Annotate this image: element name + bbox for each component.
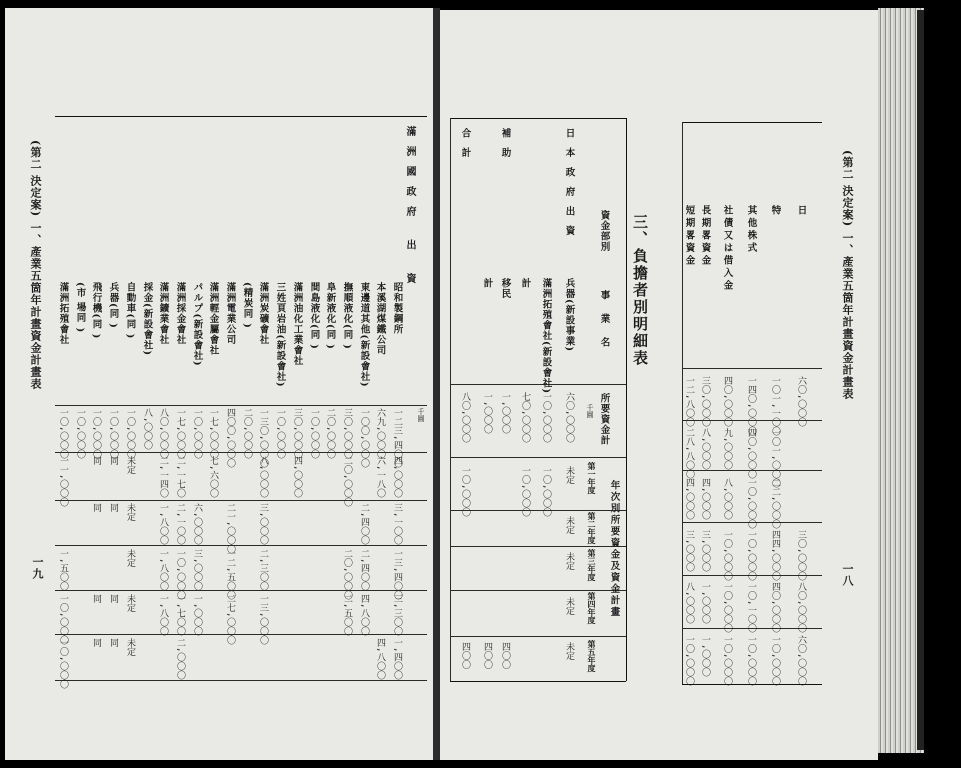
left-cell-total: 一〇〇,〇〇〇 xyxy=(359,408,369,468)
left-cell-year4: 四,八〇〇 xyxy=(359,594,369,636)
funding-cell-col_y2: 二二,〇〇〇 xyxy=(770,478,780,529)
funding-cell-col_y5: 一,〇〇〇 xyxy=(700,635,710,677)
left-cell-total: 八,〇〇〇 xyxy=(142,408,152,450)
funding-cell-col_y1: 一〇一,〇〇〇 xyxy=(770,428,780,488)
left-cell-year5: 一〇,〇〇〇 xyxy=(58,638,68,689)
left-entity: 東邊道其他(新設會社) xyxy=(358,282,370,388)
left-entity: (市 場同 ) xyxy=(74,282,86,334)
left-cell-total: 一七,〇〇〇 xyxy=(208,408,218,459)
col-project: 事業名 xyxy=(598,290,610,361)
left-cell-year1: 二,一四〇 xyxy=(158,456,168,498)
funding-header: 長期畧資金 xyxy=(699,205,711,268)
funding-cell-col_y1: 八,〇〇〇 xyxy=(700,428,710,470)
funding-table-top-rule xyxy=(682,122,822,123)
funding-cell-col_total: 一〇一,一〇〇 xyxy=(770,376,780,436)
left-rule-col5 xyxy=(55,590,427,591)
left-cell-total: 二〇,〇〇〇 xyxy=(325,408,335,459)
funding-cell-col_y1: 九,〇〇〇 xyxy=(722,428,732,470)
section-title: 三、負擔者別明細表 xyxy=(631,214,649,367)
funding-cell-col_y4: 一〇,一〇〇 xyxy=(746,582,756,633)
left-cell-total: 二〇,〇〇〇 xyxy=(242,408,252,459)
col-category: 資金部別 xyxy=(598,210,610,252)
left-cell-year4: 同 xyxy=(91,594,101,603)
funding-cell-col_y5: 一〇,〇〇〇 xyxy=(722,635,732,686)
detail-cell-y1: 一〇,〇〇〇 xyxy=(520,466,530,517)
left-entity: 兵器(同 ) xyxy=(107,282,119,329)
left-cell-year3: 一〇,〇〇〇 xyxy=(175,549,185,600)
left-cell-year4: 同 xyxy=(108,594,118,603)
book-gutter xyxy=(433,8,440,760)
left-cell-year3: 三,〇〇〇 xyxy=(192,549,202,591)
detail-cell-y2: 未定 xyxy=(564,516,574,534)
funding-header: 社債又は借入金 xyxy=(721,205,733,293)
year-header: 第二年度 xyxy=(587,512,597,544)
left-cell-year2: 二,四〇〇 xyxy=(359,503,369,545)
left-top-rule xyxy=(55,116,427,117)
left-cell-year2: 一,八〇〇 xyxy=(158,503,168,545)
detail-cell-total: 八〇,〇〇〇 xyxy=(460,392,470,443)
left-cell-year5: 同 xyxy=(108,638,118,647)
left-cell-year5: 未定 xyxy=(125,638,135,656)
detail-cell-y1: 未定 xyxy=(564,466,574,484)
left-cell-total: 三〇,〇〇〇 xyxy=(292,408,302,459)
left-cell-total: 一二三,四〇〇 xyxy=(392,408,402,468)
left-cell-total: 一〇,〇〇〇 xyxy=(192,408,202,459)
left-cell-year4: 一,八〇〇 xyxy=(158,594,168,636)
funding-cell-col_y5: 一〇,〇〇〇 xyxy=(684,635,694,686)
left-cell-year4: 一〇,〇〇〇 xyxy=(58,594,68,645)
left-cell-year3: 一二,五〇〇 xyxy=(225,549,235,600)
left-cell-year5: 同 xyxy=(91,638,101,647)
left-entity: 採金(新設會社) xyxy=(141,282,153,356)
left-cell-year5: 一,四〇〇 xyxy=(392,638,402,680)
left-entity: (精炭同 ) xyxy=(241,282,253,329)
left-cell-year5: 二,〇〇〇 xyxy=(175,638,185,680)
left-cell-year3: 一三,四〇〇 xyxy=(392,549,402,600)
left-cell-year2: 未定 xyxy=(125,503,135,521)
col-annual: 年次別所要資金及資金計畫 xyxy=(608,480,620,618)
funding-cell-col_total: 四〇,〇〇〇 xyxy=(722,376,732,427)
detail-project: 計 xyxy=(519,278,531,289)
detail-cell-total: 六〇,〇〇〇 xyxy=(564,392,574,443)
detail-project: 兵器(新設事業) xyxy=(563,278,575,352)
funding-cell-col_y4: 八〇,〇〇〇 xyxy=(796,582,806,633)
detail-table-rule-year1 xyxy=(450,457,626,458)
funding-header: 短期畧資金 xyxy=(683,205,695,268)
detail-category: 合計 xyxy=(459,128,471,167)
detail-table-rule-total xyxy=(450,384,626,385)
detail-project: 滿洲拓殖會社(新設會社) xyxy=(540,278,552,394)
left-cell-year1: 一一,〇〇〇 xyxy=(58,456,68,507)
left-unit-mark: 千圓 xyxy=(417,408,425,422)
funding-cell-col_y5: 六〇,〇〇〇 xyxy=(796,635,806,686)
funding-cell-col_y3: 三,〇〇〇 xyxy=(700,530,710,572)
funding-cell-col_y4: 八,〇〇〇 xyxy=(684,582,694,624)
left-cell-year4: 二七,〇〇〇 xyxy=(225,594,235,645)
left-entity: 本溪湖煤鐵公司 xyxy=(374,282,386,356)
left-cell-year4: 二,五〇〇 xyxy=(342,594,352,636)
left-entity: 昭和製鋼所 xyxy=(391,282,403,335)
funding-cell-col_y5: 一〇,〇〇〇 xyxy=(746,635,756,686)
funding-cell-col_y3: 一〇,〇〇〇 xyxy=(722,530,732,581)
left-cell-year4: 未定 xyxy=(125,594,135,612)
left-cell-year3: 二,三〇〇 xyxy=(258,549,268,591)
funding-cell-col_y2: 一〇,〇〇〇 xyxy=(746,478,756,529)
detail-table-left-rule xyxy=(450,118,451,681)
detail-cell-y5: 未定 xyxy=(564,642,574,660)
left-cell-year3: 一,五〇〇 xyxy=(58,549,68,591)
left-cell-year2: 三,〇〇〇 xyxy=(258,503,268,545)
detail-table-top-rule xyxy=(450,118,626,119)
left-cell-year1: 八,〇〇〇 xyxy=(258,456,268,498)
left-cell-year3: 未定 xyxy=(125,549,135,567)
detail-cell-total: 七〇,〇〇〇 xyxy=(520,392,530,443)
left-cell-year2: 三,一〇〇 xyxy=(392,503,402,545)
col-unit-mark: 千圓 xyxy=(586,404,594,418)
left-entity: 滿洲鑛業會社 xyxy=(157,282,169,345)
detail-table-rule-year2 xyxy=(450,510,626,511)
funding-header: 其他株式 xyxy=(745,205,757,255)
year-header: 第三年度 xyxy=(587,549,597,581)
left-entity: 滿洲油化工業會社 xyxy=(291,282,303,366)
left-cell-year4: 三,三〇〇 xyxy=(392,594,402,636)
left-cell-year5: 四,八〇〇 xyxy=(375,638,385,680)
left-cell-total: 四〇〇,〇〇〇 xyxy=(225,408,235,468)
funding-cell-col_y2: 八,〇〇〇 xyxy=(722,478,732,520)
funding-header: 特 xyxy=(769,205,781,218)
left-cell-year1: 二,一七〇 xyxy=(175,456,185,498)
left-cell-year4: 一三,〇〇〇 xyxy=(258,594,268,645)
left-entity: 滿洲電業公司 xyxy=(224,282,236,345)
funding-header: 日 xyxy=(795,205,807,218)
left-rule-col6 xyxy=(55,634,427,635)
left-cell-year1: 七,六〇〇 xyxy=(208,456,218,498)
left-entity: 撫順液化(同 ) xyxy=(341,282,353,350)
left-entity: 滿洲輕金屬會社 xyxy=(207,282,219,356)
detail-cell-total: 一,〇〇〇 xyxy=(500,392,510,434)
left-entity: 飛行機(同 ) xyxy=(90,282,102,340)
left-page-number: 一九 xyxy=(31,556,44,580)
left-cell-year2: 二一,〇〇〇 xyxy=(225,503,235,554)
left-cell-year4: 一,七〇〇 xyxy=(175,594,185,636)
funding-cell-col_total: 一四〇,〇〇〇 xyxy=(746,376,756,436)
left-cell-year3: 二,四〇〇 xyxy=(359,549,369,591)
left-cell-year1: 四,〇〇〇 xyxy=(392,456,402,498)
funding-cell-col_total: 六〇,〇〇〇 xyxy=(796,376,806,427)
detail-category: 補助 xyxy=(499,128,511,167)
left-cell-year1: 未定 xyxy=(125,456,135,474)
detail-table-rule-year5 xyxy=(450,636,626,637)
detail-cell-y5: 四〇〇 xyxy=(460,642,470,669)
left-entity: 滿洲採金會社 xyxy=(174,282,186,345)
left-cell-total: 三〇,〇〇〇 xyxy=(342,408,352,459)
funding-cell-col_y3: 三,〇〇〇 xyxy=(684,530,694,572)
left-entities-head: 滿洲國政府 出 資 xyxy=(404,126,415,293)
detail-table-right-rule xyxy=(626,118,627,681)
funding-cell-col_y5: 一〇,〇〇〇 xyxy=(770,635,780,686)
left-cell-total: 一〇,〇〇〇 xyxy=(91,408,101,459)
left-cell-total: 一〇,〇〇〇 xyxy=(75,408,85,459)
left-cell-year1: 六,一八〇 xyxy=(375,456,385,498)
left-cell-year3: 二〇,〇〇〇 xyxy=(342,549,352,600)
funding-cell-col_y3: 一〇,〇〇〇 xyxy=(746,530,756,581)
detail-cell-y5: 四〇〇 xyxy=(500,642,510,669)
detail-table-rule-year3 xyxy=(450,546,626,547)
left-entity: 自動車(同 ) xyxy=(124,282,136,340)
left-rule-col1 xyxy=(55,405,427,406)
funding-cell-col_y1: 四〇,〇〇〇 xyxy=(746,428,756,479)
detail-cell-y1: 一〇,〇〇〇 xyxy=(460,466,470,517)
left-cell-year1: 同 xyxy=(91,456,101,465)
col-total: 所要資金計 xyxy=(598,393,610,446)
left-entity: 三姓頁岩油(新設會社) xyxy=(274,282,286,388)
right-header: (第二 決定案) 一、產業五箇年計畫資金計畫表 xyxy=(841,150,854,401)
detail-project: 計 xyxy=(481,278,493,289)
detail-project: 移民 xyxy=(499,278,511,299)
funding-table-rule-total xyxy=(682,368,822,369)
funding-table-left-rule xyxy=(682,122,683,684)
left-cell-total: 一七,〇〇〇 xyxy=(175,408,185,459)
funding-cell-col_y4: 一,〇〇〇 xyxy=(700,582,710,624)
funding-cell-col_y2: 四,〇〇〇 xyxy=(700,478,710,520)
left-cell-year2: 六,〇〇〇 xyxy=(192,503,202,545)
detail-category: 日本政府出資 xyxy=(563,128,575,245)
detail-cell-y5: 四〇〇 xyxy=(482,642,492,669)
detail-cell-y1: 一〇,〇〇〇 xyxy=(541,466,551,517)
right-page-number: 一八 xyxy=(841,563,854,587)
funding-cell-col_y4: 一〇,〇〇〇 xyxy=(722,582,732,633)
detail-cell-y4: 未定 xyxy=(564,597,574,615)
funding-cell-col_total: 一二,八〇〇 xyxy=(684,376,694,427)
left-cell-year2: 同 xyxy=(108,503,118,512)
left-cell-total: 一〇,〇〇〇 xyxy=(309,408,319,459)
left-entity: 阜新液化(同 ) xyxy=(324,282,336,350)
left-entity: パルプ(新設會社) xyxy=(191,282,203,367)
left-cell-total: 一〇,〇〇〇 xyxy=(275,408,285,459)
left-rule-col3 xyxy=(55,500,427,501)
left-cell-year1: 同 xyxy=(108,456,118,465)
left-entity: 滿洲拓殖會社 xyxy=(57,282,69,345)
left-cell-total: 八〇,〇〇〇 xyxy=(158,408,168,459)
book-edge-shadow xyxy=(917,10,924,750)
left-cell-total: 一〇,〇〇〇 xyxy=(108,408,118,459)
left-cell-year4: 一,〇〇〇 xyxy=(192,594,202,636)
left-cell-year1: 二〇,〇〇〇 xyxy=(342,456,352,507)
funding-cell-col_y3: 三〇,〇〇〇 xyxy=(796,530,806,581)
detail-table-rule-year4 xyxy=(450,590,626,591)
funding-cell-col_y3: 四四,〇〇〇 xyxy=(770,530,780,581)
left-cell-total: 一三〇,〇〇〇 xyxy=(258,408,268,468)
year-header: 第四年度 xyxy=(587,592,597,624)
left-bottom-rule xyxy=(55,680,427,681)
funding-cell-col_y2: 四,〇〇〇 xyxy=(684,478,694,520)
left-entity: 間島液化(同 ) xyxy=(308,282,320,350)
left-cell-year1: 四,〇〇〇 xyxy=(292,456,302,498)
left-cell-year3: 一,八〇〇 xyxy=(158,549,168,591)
left-cell-total: 一〇,〇〇〇 xyxy=(58,408,68,459)
left-header: (第二 決定案) 一、產業五箇年計畫資金計畫表 xyxy=(29,140,42,391)
left-rule-col4 xyxy=(55,545,427,546)
funding-cell-col_y4: 四〇,〇〇〇 xyxy=(770,582,780,633)
funding-cell-col_y1: 二八,八〇〇 xyxy=(684,428,694,479)
detail-cell-total: 一〇,〇〇〇 xyxy=(541,392,551,443)
year-header: 第五年度 xyxy=(587,640,597,672)
left-cell-total: 六九,〇〇〇 xyxy=(375,408,385,459)
left-entity: 滿洲炭礦會社 xyxy=(257,282,269,345)
left-cell-total: 一〇,〇〇〇 xyxy=(125,408,135,459)
left-cell-year2: 同 xyxy=(91,503,101,512)
detail-cell-y3: 未定 xyxy=(564,552,574,570)
funding-cell-col_total: 三〇,〇〇〇 xyxy=(700,376,710,427)
left-cell-year2: 二,一〇〇 xyxy=(175,503,185,545)
year-header: 第一年度 xyxy=(587,462,597,494)
detail-table-bottom-rule xyxy=(450,681,626,682)
detail-cell-total: 一,〇〇〇 xyxy=(482,392,492,434)
